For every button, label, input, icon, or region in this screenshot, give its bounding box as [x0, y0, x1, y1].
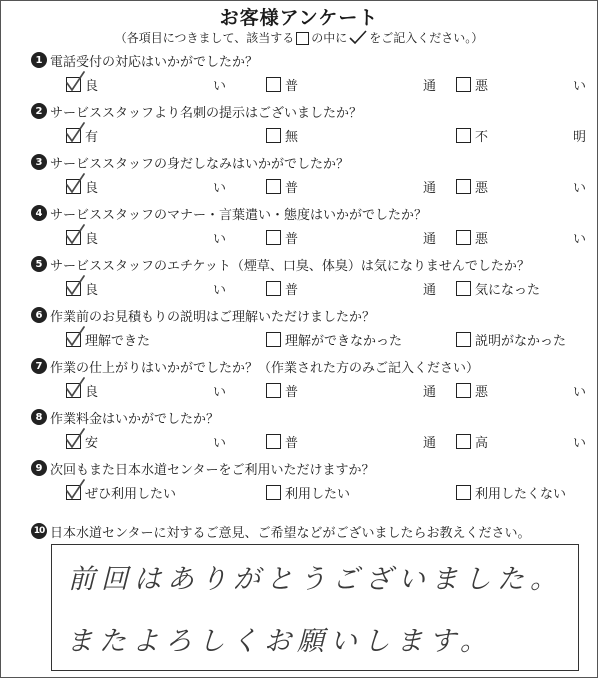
- checkbox[interactable]: [66, 281, 81, 296]
- option[interactable]: [456, 481, 586, 503]
- checkbox[interactable]: [66, 230, 81, 245]
- question-number-badge: 7: [31, 358, 47, 374]
- question-3: [31, 153, 591, 197]
- option-group: [31, 73, 591, 95]
- question-number-badge: 4: [31, 205, 47, 221]
- option[interactable]: [456, 175, 586, 197]
- option-label: 安 い: [85, 435, 226, 451]
- option-label: 悪 い: [475, 231, 586, 247]
- option[interactable]: [66, 124, 226, 146]
- checkbox[interactable]: [66, 332, 81, 347]
- checkbox[interactable]: [456, 281, 471, 296]
- checkmark-icon: [65, 275, 85, 297]
- question-4: [31, 204, 591, 248]
- question-2: [31, 102, 591, 146]
- option-label: 悪 い: [475, 78, 586, 94]
- option-group: [31, 124, 591, 146]
- checkbox[interactable]: [66, 77, 81, 92]
- option-label: 良 い: [85, 231, 226, 247]
- option-label: 良 い: [85, 282, 226, 298]
- comment-line-2: またよろしくお願いします。: [66, 626, 493, 657]
- instruction-text: [1, 29, 597, 46]
- checkbox[interactable]: [456, 230, 471, 245]
- page-title: お客様アンケート: [219, 7, 379, 29]
- question-8: [31, 408, 591, 452]
- option-group: [31, 226, 591, 248]
- option[interactable]: [66, 430, 226, 452]
- checkmark-icon: [65, 428, 85, 450]
- checkbox-sample-icon: [296, 32, 309, 45]
- option-label: 悪 い: [475, 384, 586, 400]
- question-number-badge: 9: [31, 460, 47, 476]
- option-label: 利用したい: [285, 486, 351, 502]
- option-label: 高 い: [475, 435, 586, 451]
- checkbox[interactable]: [66, 128, 81, 143]
- option-label: 利用したくない: [475, 486, 567, 502]
- option[interactable]: [266, 379, 436, 401]
- option-label: 説明がなかった: [475, 333, 567, 349]
- option[interactable]: [456, 328, 586, 350]
- question-text: 作業料金はいかがでしたか？: [50, 411, 220, 427]
- option[interactable]: [266, 226, 436, 248]
- checkbox[interactable]: [456, 383, 471, 398]
- option-label: 普 通: [285, 231, 436, 247]
- option[interactable]: [266, 277, 436, 299]
- option-label: 良 い: [85, 78, 226, 94]
- question-text: 次回もまた日本水道センターをご利用いただけますか？: [50, 462, 375, 478]
- checkbox[interactable]: [266, 281, 281, 296]
- option-label: 有: [85, 129, 99, 145]
- question-1: [31, 51, 591, 95]
- checkbox[interactable]: [456, 179, 471, 194]
- option[interactable]: [456, 73, 586, 95]
- question-number-badge: 1: [31, 52, 47, 68]
- option-label: 普 通: [285, 435, 436, 451]
- checkbox[interactable]: [66, 434, 81, 449]
- option-group: [31, 175, 591, 197]
- comment-textarea[interactable]: [51, 544, 579, 671]
- question-text: 作業の仕上がりはいかがでしたか？（作業された方のみご記入ください）: [50, 360, 480, 376]
- option-label: 普 通: [285, 180, 436, 196]
- checkbox[interactable]: [66, 383, 81, 398]
- checkbox[interactable]: [456, 77, 471, 92]
- option[interactable]: [266, 328, 436, 350]
- option[interactable]: [266, 124, 436, 146]
- option-group: [31, 328, 591, 350]
- option[interactable]: [66, 175, 226, 197]
- question-text: 電話受付の対応はいかがでしたか？: [50, 54, 259, 70]
- question-text: サービススタッフのエチケット（煙草、口臭、体臭）は気になりませんでしたか？: [50, 258, 530, 274]
- checkbox[interactable]: [266, 128, 281, 143]
- checkmark-sample-icon: [349, 30, 367, 45]
- option[interactable]: [266, 73, 436, 95]
- checkbox[interactable]: [456, 128, 471, 143]
- option-label: 普 通: [285, 384, 436, 400]
- question-text: 作業前のお見積もりの説明はご理解いただけましたか？: [50, 309, 376, 325]
- checkbox[interactable]: [266, 383, 281, 398]
- checkbox[interactable]: [266, 434, 281, 449]
- checkmark-icon: [65, 326, 85, 348]
- option[interactable]: [456, 226, 586, 248]
- checkbox[interactable]: [266, 230, 281, 245]
- checkbox[interactable]: [456, 485, 471, 500]
- comment-line-1: 前回はありがとうございました。: [68, 564, 563, 595]
- option-group: [31, 481, 591, 503]
- question-5: [31, 255, 591, 299]
- option[interactable]: [66, 379, 226, 401]
- option-label: 理解できた: [85, 333, 151, 349]
- option[interactable]: [66, 328, 226, 350]
- checkmark-icon: [65, 122, 85, 144]
- option[interactable]: [266, 175, 436, 197]
- question-number-badge: 3: [31, 154, 47, 170]
- option[interactable]: [456, 277, 586, 299]
- question-text: サービススタッフのマナー・言葉遣い・態度はいかがでしたか？: [50, 207, 428, 223]
- checkmark-icon: [65, 173, 85, 195]
- question-7: [31, 357, 591, 401]
- option-label: 普 通: [285, 78, 436, 94]
- question-text: 日本水道センターに対するご意見、ご希望などがございましたらお教えください。: [50, 525, 531, 541]
- option[interactable]: [266, 481, 436, 503]
- option-label: ぜひ利用したい: [85, 486, 177, 502]
- option-label: 良 い: [85, 384, 226, 400]
- option-group: [31, 379, 591, 401]
- option-group: [31, 430, 591, 452]
- option[interactable]: [66, 226, 226, 248]
- question-10: [31, 522, 591, 540]
- checkmark-icon: [65, 377, 85, 399]
- checkbox[interactable]: [266, 332, 281, 347]
- option[interactable]: [456, 124, 586, 146]
- option-label: 良 い: [85, 180, 226, 196]
- checkbox[interactable]: [266, 485, 281, 500]
- checkbox[interactable]: [66, 179, 81, 194]
- checkbox[interactable]: [456, 434, 471, 449]
- question-number-badge: 8: [31, 409, 47, 425]
- question-number-badge: 6: [31, 307, 47, 323]
- option-label: 気になった: [475, 282, 541, 298]
- checkbox[interactable]: [266, 77, 281, 92]
- option[interactable]: [456, 430, 586, 452]
- question-9: [31, 459, 591, 503]
- option[interactable]: [66, 73, 226, 95]
- checkmark-icon: [65, 479, 85, 501]
- question-number-badge: 10: [31, 523, 47, 539]
- option-label: 無: [285, 129, 299, 145]
- option[interactable]: [66, 481, 226, 503]
- checkbox[interactable]: [66, 485, 81, 500]
- checkmark-icon: [65, 224, 85, 246]
- instruction-middle: の中に: [311, 31, 348, 45]
- option-label: 悪 い: [475, 180, 586, 196]
- option[interactable]: [266, 430, 436, 452]
- question-number-badge: 2: [31, 103, 47, 119]
- question-text: サービススタッフの身だしなみはいかがでしたか？: [50, 156, 350, 172]
- option[interactable]: [456, 379, 586, 401]
- instruction-after: をご記入ください。）: [369, 31, 484, 45]
- question-text: サービススタッフより名刺の提示はございましたか？: [50, 105, 363, 121]
- checkbox[interactable]: [456, 332, 471, 347]
- question-6: [31, 306, 591, 350]
- checkbox[interactable]: [266, 179, 281, 194]
- instruction-before: （各項目につきまして、該当する: [114, 31, 295, 45]
- option-group: [31, 277, 591, 299]
- option-label: 不 明: [475, 129, 586, 145]
- option[interactable]: [66, 277, 226, 299]
- option-label: 理解ができなかった: [285, 333, 403, 349]
- checkmark-icon: [65, 71, 85, 93]
- question-number-badge: 5: [31, 256, 47, 272]
- option-label: 普 通: [285, 282, 436, 298]
